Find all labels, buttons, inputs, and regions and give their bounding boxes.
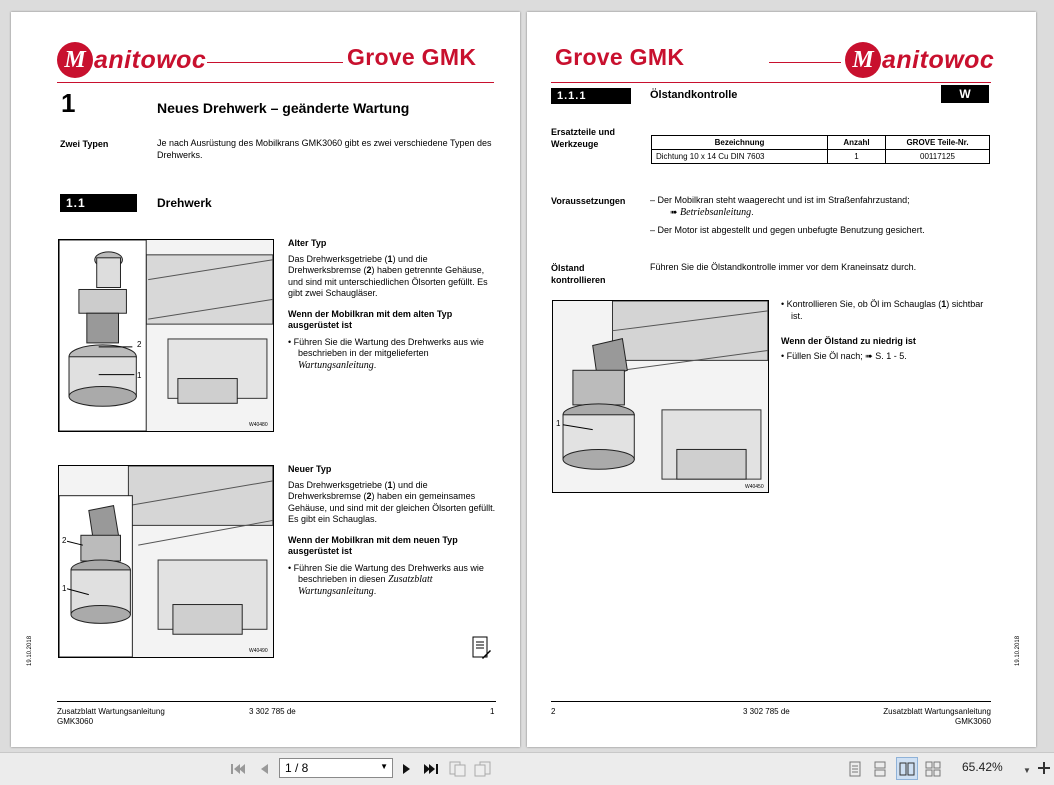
previous-page-button[interactable] <box>256 759 272 779</box>
footer-left: Zusatzblatt Wartungsanleitung GMK3060 <box>57 707 165 726</box>
new-type-subheading: Wenn der Mobilkran mit dem neuen Typ ausgerüstet ist <box>288 534 458 556</box>
header-rule <box>207 62 343 63</box>
forward-view-icon <box>474 761 492 777</box>
oil-check-text: Führen Sie die Ölstandkontrolle immer vor dem Kraneinsatz durch. <box>650 262 917 272</box>
chapter-number: 1 <box>61 88 76 118</box>
single-page-view-button[interactable] <box>846 759 864 779</box>
next-page-button[interactable] <box>399 759 415 779</box>
prerequisite-1: – Der Mobilkran steht waagerecht und ist im Straßenfahrzustand; ➠ Betriebsanleitung. <box>650 195 910 218</box>
page-2 <box>527 12 1036 747</box>
types-label: Zwei Typen <box>60 139 109 149</box>
col-header-designation: Bezeichnung <box>652 136 828 150</box>
header-rule-bottom <box>551 82 991 83</box>
header-rule-bottom <box>57 82 494 83</box>
back-view-icon <box>449 761 467 777</box>
product-title: Grove GMK <box>347 44 477 70</box>
maintenance-interval-badge: W <box>941 85 989 103</box>
page-number-input[interactable]: 1 / 8 ▼ <box>279 758 393 778</box>
new-type-heading: Neuer Typ <box>288 464 332 474</box>
col-header-quantity: Anzahl <box>828 136 886 150</box>
continuous-view-button[interactable] <box>871 759 889 779</box>
vertical-date: 19.10.2018 <box>1015 635 1021 666</box>
callout-2: 2 <box>62 536 67 545</box>
last-page-icon <box>423 762 439 776</box>
old-type-description: Das Drehwerksgetriebe (1) und die Drehwerksbremse (2) haben getrennte Gehäuse, und sind mit unterschiedlichen Ölsorten gefüllt. Es gibt zwei Schaugläser. <box>288 253 488 298</box>
two-page-continuous-button[interactable] <box>924 759 942 779</box>
low-oil-bullet: • Füllen Sie Öl nach; ➠ S. 1 - 5. <box>781 350 907 361</box>
prerequisites-label: Voraussetzungen <box>551 196 626 206</box>
first-page-icon <box>230 762 246 776</box>
header-rule <box>769 62 841 63</box>
footer-right: Zusatzblatt Wartungsanleitung GMK3060 <box>883 707 991 726</box>
oil-check-instructions <box>781 299 991 362</box>
section-title: Drehwerk <box>157 196 212 210</box>
zoom-in-icon <box>1037 761 1051 775</box>
table-row: Dichtung 10 x 14 Cu DIN 7603 1 00117125 <box>652 150 990 164</box>
continuous-page-icon <box>874 761 886 777</box>
single-page-icon <box>849 761 861 777</box>
low-oil-heading: Wenn der Ölstand zu niedrig ist <box>781 336 916 346</box>
manitowoc-logo: M anitowoc <box>845 42 994 78</box>
callout-1: 1 <box>556 419 561 428</box>
footer-page-number: 1 <box>490 707 495 716</box>
new-type-text <box>288 464 500 597</box>
chevron-down-icon: ▼ <box>380 762 388 771</box>
parts-label: Ersatzteile und Werkzeuge <box>551 127 616 149</box>
image-code: W40480 <box>249 422 268 428</box>
callout-1: 1 <box>62 584 67 593</box>
image-code: W40450 <box>745 484 764 490</box>
last-page-button[interactable] <box>422 759 440 779</box>
two-page-icon <box>899 761 915 777</box>
new-type-bullet: • Führen Sie die Wartung des Drehwerks aus wie beschrieben in diesen Zusatzblatt Wartungsanleitung. <box>288 562 484 597</box>
section-title: Ölstandkontrolle <box>650 89 738 101</box>
manitowoc-logo: M anitowoc <box>57 42 206 78</box>
chevron-down-icon: ▼ <box>1023 765 1031 775</box>
next-page-icon <box>402 762 412 776</box>
back-view-button[interactable] <box>448 759 468 779</box>
table-header-row <box>652 136 990 150</box>
manual-reference-icon <box>472 636 492 660</box>
new-type-illustration <box>58 465 274 658</box>
image-code: W40490 <box>249 648 268 654</box>
section-number: 1.1.1 <box>551 88 631 104</box>
old-type-illustration <box>58 239 274 432</box>
slewing-gear-new-drawing <box>59 466 273 657</box>
footer-center: 3 302 785 de <box>249 707 296 716</box>
vertical-date: 19.10.2018 <box>27 635 33 666</box>
sight-glass-drawing <box>553 301 768 492</box>
chapter-title: Neues Drehwerk – geänderte Wartung <box>157 100 410 116</box>
callout-1: 1 <box>137 371 142 380</box>
zoom-in-button[interactable] <box>1036 758 1052 778</box>
footer-rule <box>551 701 991 702</box>
footer-center: 3 302 785 de <box>743 707 790 716</box>
forward-view-button[interactable] <box>473 759 493 779</box>
footer-rule <box>57 701 496 702</box>
oil-check-label: Ölstand kontrollieren <box>551 263 606 285</box>
old-type-heading: Alter Typ <box>288 238 327 248</box>
section-number: 1.1 <box>60 194 137 212</box>
new-type-description: Das Drehwerksgetriebe (1) und die Drehwerksbremse (2) haben ein gemeinsames Gehäuse, und sind mit der gleichen Ölsorten gefüllt. Es gibt ein Schauglas. <box>288 479 496 524</box>
zoom-dropdown[interactable] <box>1021 760 1033 780</box>
check-bullet: • Kontrollieren Sie, ob Öl im Schauglas (1) sichtbar ist. <box>781 299 984 321</box>
oil-level-illustration <box>552 300 769 493</box>
types-text: Je nach Ausrüstung des Mobilkrans GMK3060 gibt es zwei verschiedene Typen des Drehwerks. <box>157 138 492 160</box>
two-page-continuous-icon <box>925 761 941 777</box>
page-1 <box>11 12 520 747</box>
col-header-part-number: GROVE Teile-Nr. <box>886 136 990 150</box>
old-type-text <box>288 238 500 371</box>
prerequisites-list <box>650 195 990 237</box>
first-page-button[interactable] <box>229 759 247 779</box>
callout-2: 2 <box>137 340 142 349</box>
prerequisite-2: – Der Motor ist abgestellt und gegen unbefugte Benutzung gesichert. <box>650 225 925 235</box>
product-title: Grove GMK <box>555 44 685 70</box>
zoom-level[interactable]: 65.42% <box>962 760 1003 774</box>
parts-table <box>651 135 990 164</box>
previous-page-icon <box>259 762 269 776</box>
slewing-gear-old-drawing <box>59 240 273 431</box>
footer-page-number: 2 <box>551 707 556 716</box>
two-page-view-button[interactable] <box>896 757 918 780</box>
old-type-subheading: Wenn der Mobilkran mit dem alten Typ ausgerüstet ist <box>288 308 453 330</box>
old-type-bullet: • Führen Sie die Wartung des Drehwerks aus wie beschrieben in der mitgelieferten Wartungsanleitung. <box>288 336 484 371</box>
